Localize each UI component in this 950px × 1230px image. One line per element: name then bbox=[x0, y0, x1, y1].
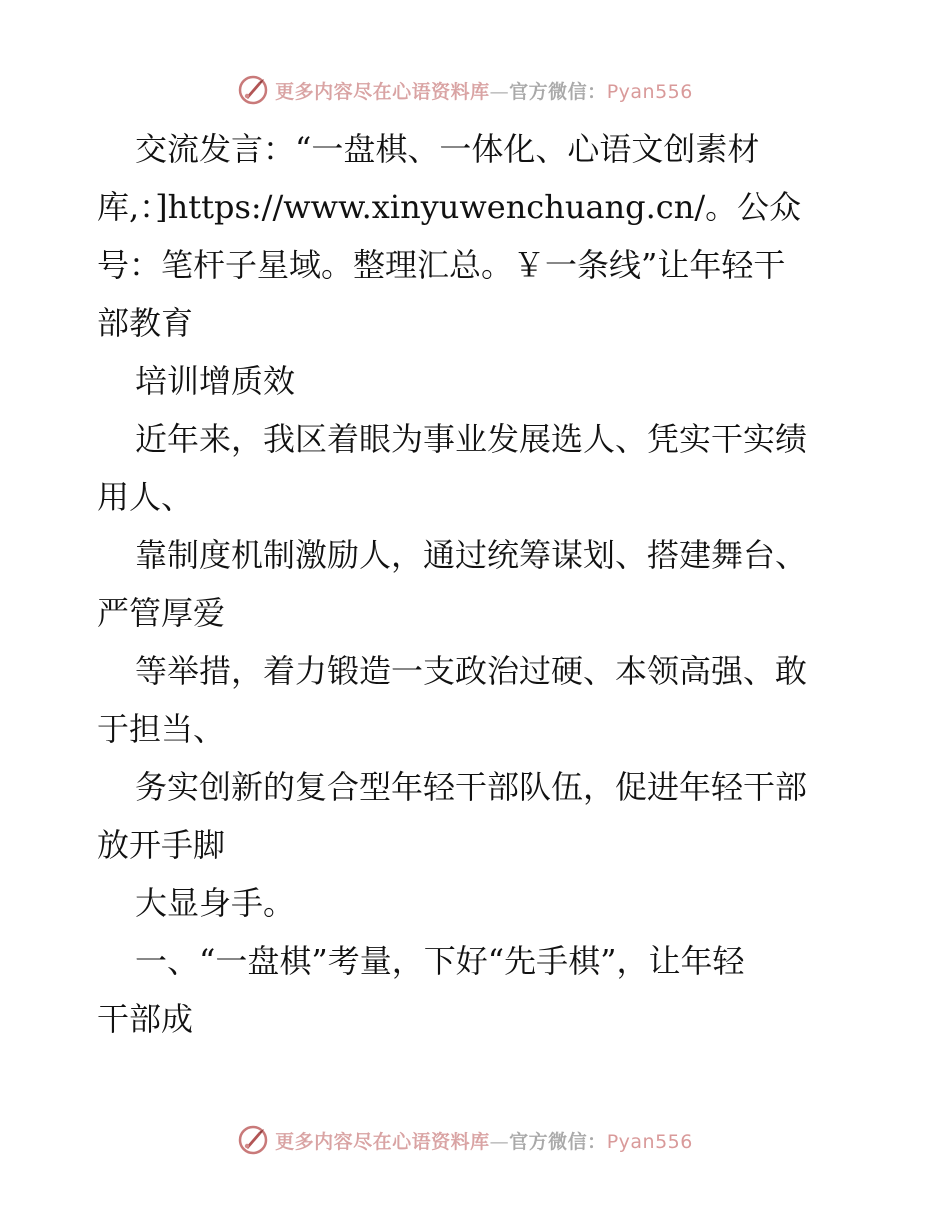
text-line: 大显身手。 bbox=[135, 884, 296, 922]
text-line: 培训增质效 bbox=[135, 362, 296, 400]
watermark-sub: 官方微信： bbox=[509, 80, 607, 103]
text-line: 近年来，我区着眼为事业发展选人、凭实干实绩 bbox=[135, 420, 808, 458]
text-line: 用人、 bbox=[97, 478, 194, 516]
watermark-main: 更多内容尽在心语资料库 bbox=[275, 1130, 490, 1153]
watermark-group bbox=[237, 1124, 693, 1156]
watermark-dash: — bbox=[489, 80, 510, 103]
text-line: 务实创新的复合型年轻干部队伍，促进年轻干部 bbox=[135, 768, 808, 806]
text-line: 严管厚爱 bbox=[97, 594, 226, 632]
text-line: 放开手脚 bbox=[97, 826, 226, 864]
watermark-group bbox=[237, 74, 693, 106]
text-line: 库,：]https://www.xinyuwenchuang.cn/。公众 bbox=[97, 188, 802, 226]
text-line: 等举措，着力锻造一支政治过硬、本领高强、敢 bbox=[135, 652, 808, 690]
quill-logo-icon bbox=[237, 74, 269, 106]
quill-logo-icon bbox=[237, 1124, 269, 1156]
watermark-id: Pyan556 bbox=[606, 80, 693, 103]
text-line: 交流发言：“一盘棋、一体化、心语文创素材 bbox=[135, 130, 760, 168]
watermark-dash: — bbox=[489, 1130, 510, 1153]
watermark-text bbox=[275, 1127, 693, 1154]
watermark-main: 更多内容尽在心语资料库 bbox=[275, 80, 490, 103]
watermark-sub: 官方微信： bbox=[509, 1130, 607, 1153]
text-line: 部教育 bbox=[97, 304, 194, 342]
watermark-header bbox=[0, 70, 950, 110]
text-line: 一、“一盘棋”考量，下好“先手棋”，让年轻 bbox=[135, 942, 745, 980]
watermark-footer bbox=[0, 1120, 950, 1160]
text-line: 干部成 bbox=[97, 1000, 194, 1038]
text-line: 号：笔杆子星域。整理汇总。￥一条线”让年轻干 bbox=[97, 246, 786, 284]
text-line: 靠制度机制激励人，通过统筹谋划、搭建舞台、 bbox=[135, 536, 808, 574]
text-line: 于担当、 bbox=[97, 710, 226, 748]
watermark-text bbox=[275, 77, 693, 104]
watermark-id: Pyan556 bbox=[606, 1130, 693, 1153]
document-body bbox=[97, 120, 857, 1048]
